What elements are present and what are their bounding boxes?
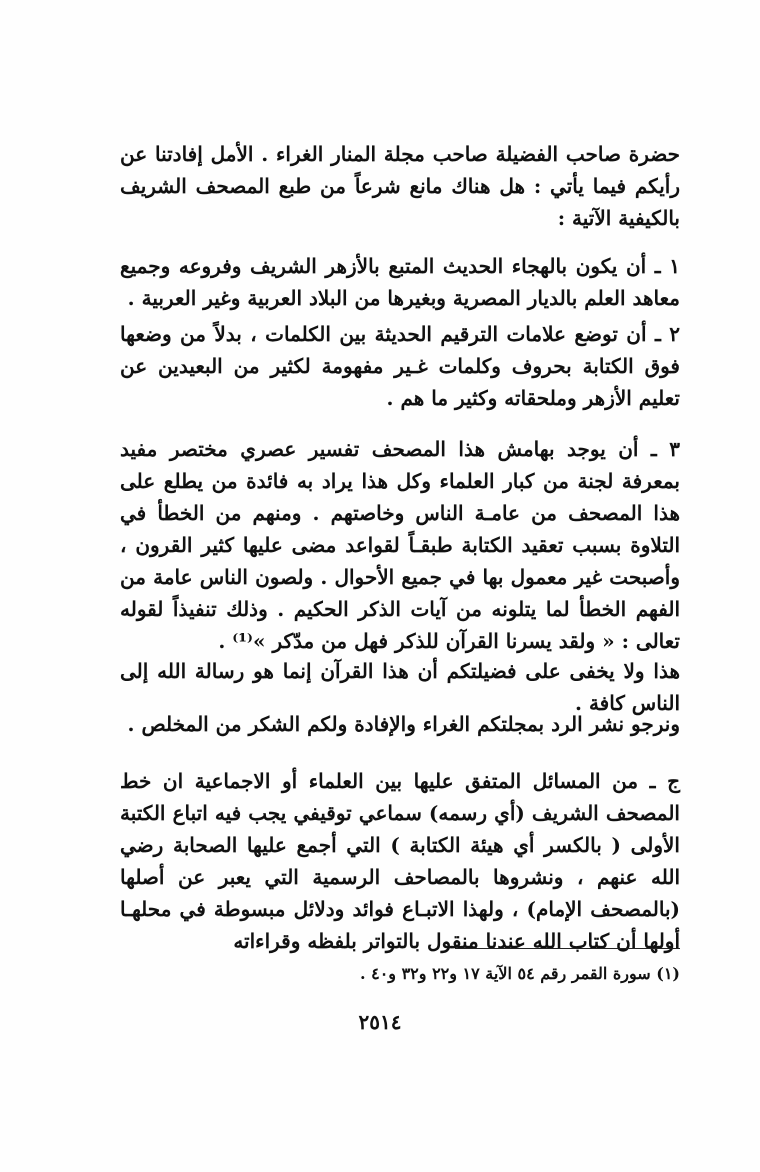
page-number: ٢٥١٤ [358, 1010, 402, 1034]
footnote: (١) سورة القمر رقم ٥٤ الآية ١٧ و٢٢ و٣٢ و٤٠ . [359, 964, 680, 983]
item-3-paragraph: ٣ ـ أن يوجد بهامش هذا المصحف تفسير عصري مختصر مفيد بمعرفة لجنة من كبار العلماء وكل هذا يراد به فائدة من يطلع على هذا المصحف من عامـة الناس وخاصتهم . ومنهم من الخطأ في التلاوة بسبب تعقيد الكتابة طبقـاً لقواعد مضى عليها كثير القرون ، وأصبحت غير معمول بها في جميع الأحوال . ولصون الناس عامة من الفهم الخطأ لما يتلونه من آيات الذكر الحكيم . وذلك تنفيذاً لقوله تعالى : « ولقد يسرنا القرآن للذكر فهل من مدّكر »⁽¹⁾ . [120, 437, 680, 653]
item-1-paragraph: ١ ـ أن يكون بالهجاء الحديث المتبع بالأزهر الشريف وفروعه وجميع معاهد العلم بالديار المصرية وبغيرها من البلاد العربية وغير العربية . [120, 254, 680, 310]
section-j-paragraph: ج ـ من المسائل المتفق عليها بين العلماء أو الاجماعية ان خط المصحف الشريف (أي رسمه) سماعي توقيفي يجب فيه اتباع الكتبة الأولى ( بالكسر أي هيئة الكتابة ) التي أجمع عليها الصحابة رضي الله عنهم ، ونشروها بالمصاحف الرسمية التي يعبر عن أصلها (بالمصحف الإمام) ، ولهذا الاتبـاع فوائد ودلائل مبسوطة في محلهـا أولها أن كتاب الله عندنا منقول بالتواتر بلفظه وقراءاته [120, 769, 680, 953]
closing-paragraph-1: هذا ولا يخفى على فضيلتكم أن هذا القرآن إنما هو رسالة الله إلى الناس كافة . [120, 659, 680, 715]
closing-paragraph-2: ونرجو نشر الرد بمجلتكم الغراء والإفادة ولكم الشكر من المخلص . [127, 712, 680, 736]
intro-paragraph: حضرة صاحب الفضيلة صاحب مجلة المنار الغراء . الأمل إفادتنا عن رأيكم فيما يأتي : هل هناك مانع شرعاً من طبع المصحف الشريف بالكيفية الآتية : [120, 142, 680, 230]
footnote-divider [455, 948, 680, 949]
item-2-paragraph: ٢ ـ أن توضع علامات الترقيم الحديثة بين الكلمات ، بدلاً من وضعها فوق الكتابة بحروف وكلمات غـير مفهومة لكثير من البعيدين عن تعليم الأزهر وملحقاته وكثير ما هم . [120, 322, 680, 410]
